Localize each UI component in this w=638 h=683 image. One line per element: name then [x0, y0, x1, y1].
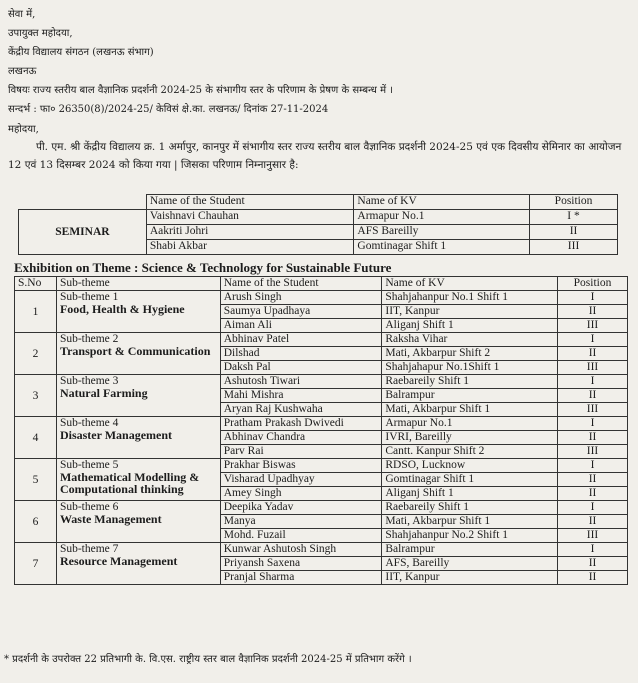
- subtheme-label: Sub-theme 6: [59, 501, 119, 513]
- exhibition-table: [14, 276, 628, 585]
- exhibition-cell: I: [558, 459, 628, 473]
- exhibition-cell: AFS, Bareilly: [382, 557, 558, 571]
- exhibition-cell: Pratham Prakash Dwivedi: [220, 417, 382, 431]
- seminar-row: [19, 210, 618, 225]
- subtheme-number: 3: [15, 375, 57, 417]
- subtheme-name: Mathematical Modelling & Computational thinking: [59, 470, 200, 496]
- exhibition-cell: RDSO, Lucknow: [382, 459, 558, 473]
- seminar-header-cell: Name of the Student: [146, 195, 354, 210]
- seminar-cell: Vaishnavi Chauhan: [146, 210, 354, 225]
- exhibition-cell: Shahjahanpur No.2 Shift 1: [382, 529, 558, 543]
- subtheme-name: Waste Management: [59, 512, 162, 526]
- letter-org: केंद्रीय विद्यालय संगठन (लखनऊ संभाग): [8, 47, 154, 58]
- exhibition-cell: Raksha Vihar: [382, 333, 558, 347]
- exhibition-header-cell: Name of KV: [382, 277, 558, 291]
- exhibition-header-cell: Name of the Student: [220, 277, 382, 291]
- exhibition-cell: Aliganj Shift 1: [382, 319, 558, 333]
- seminar-table: [18, 194, 618, 255]
- exhibition-header-row: [15, 277, 628, 291]
- exhibition-cell: I: [558, 333, 628, 347]
- exhibition-cell: Cantt. Kanpur Shift 2: [382, 445, 558, 459]
- seminar-cell: AFS Bareilly: [354, 225, 530, 240]
- exhibition-cell: I: [558, 417, 628, 431]
- seminar-label: SEMINAR: [19, 210, 147, 255]
- exhibition-cell: IIT, Kanpur: [382, 571, 558, 585]
- exhibition-cell: Mati, Akbarpur Shift 2: [382, 347, 558, 361]
- exhibition-cell: Prakhar Biswas: [220, 459, 382, 473]
- subtheme-label: Sub-theme 4: [59, 417, 119, 429]
- subtheme-cell: [56, 417, 220, 459]
- seminar-cell: II: [530, 225, 618, 240]
- exhibition-row: [15, 459, 628, 473]
- exhibition-cell: II: [558, 347, 628, 361]
- subtheme-label: Sub-theme 7: [59, 543, 119, 555]
- subtheme-label: Sub-theme 3: [59, 375, 119, 387]
- subtheme-cell: [56, 375, 220, 417]
- exhibition-cell: II: [558, 557, 628, 571]
- exhibition-cell: Ashutosh Tiwari: [220, 375, 382, 389]
- exhibition-cell: Manya: [220, 515, 382, 529]
- exhibition-cell: Mati, Akbarpur Shift 1: [382, 403, 558, 417]
- seminar-header-cell: Name of KV: [354, 195, 530, 210]
- subtheme-number: 1: [15, 291, 57, 333]
- exhibition-cell: II: [558, 389, 628, 403]
- exhibition-cell: Mohd. Fuzail: [220, 529, 382, 543]
- seminar-cell: Shabi Akbar: [146, 240, 354, 255]
- footnote: * प्रदर्शनी के उपरोक्त 22 प्रतिभागी के. वि.एस. राष्ट्रीय स्तर बाल वैज्ञानिक प्रदर्शनी 2024-25 में प्रतिभाग करेंगे ।: [4, 654, 412, 665]
- exhibition-cell: II: [558, 571, 628, 585]
- subtheme-name: Disaster Management: [59, 428, 173, 442]
- exhibition-cell: Kunwar Ashutosh Singh: [220, 543, 382, 557]
- seminar-cell: Aakriti Johri: [146, 225, 354, 240]
- exhibition-row: [15, 417, 628, 431]
- exhibition-cell: Balrampur: [382, 543, 558, 557]
- exhibition-cell: IVRI, Bareilly: [382, 431, 558, 445]
- exhibition-cell: Aryan Raj Kushwaha: [220, 403, 382, 417]
- exhibition-cell: I: [558, 291, 628, 305]
- subtheme-cell: [56, 459, 220, 501]
- subtheme-name: Natural Farming: [59, 386, 148, 400]
- exhibition-cell: II: [558, 473, 628, 487]
- letter-subject: विषयः राज्य स्तरीय बाल वैज्ञानिक प्रदर्शनी 2024-25 के संभागीय स्तर के परिणाम के प्रेषण के सम्बन्ध में ।: [8, 85, 394, 96]
- letter-salutation: महोदया,: [8, 124, 39, 135]
- exhibition-cell: I: [558, 543, 628, 557]
- subtheme-number: 5: [15, 459, 57, 501]
- exhibition-row: [15, 375, 628, 389]
- seminar-cell: III: [530, 240, 618, 255]
- exhibition-cell: Shahjahapur No.1Shift 1: [382, 361, 558, 375]
- subtheme-name: Resource Management: [59, 554, 178, 568]
- exhibition-cell: Dilshad: [220, 347, 382, 361]
- exhibition-cell: Raebareily Shift 1: [382, 501, 558, 515]
- subtheme-number: 2: [15, 333, 57, 375]
- exhibition-row: [15, 501, 628, 515]
- letter-addressee: उपायुक्त महोदया,: [8, 28, 73, 39]
- subtheme-cell: [56, 501, 220, 543]
- exhibition-cell: Abhinav Patel: [220, 333, 382, 347]
- exhibition-row: [15, 333, 628, 347]
- exhibition-cell: II: [558, 431, 628, 445]
- exhibition-cell: Armapur No.1: [382, 417, 558, 431]
- subtheme-number: 6: [15, 501, 57, 543]
- exhibition-cell: Abhinav Chandra: [220, 431, 382, 445]
- subtheme-cell: [56, 543, 220, 585]
- letter-to: सेवा में,: [8, 9, 36, 20]
- exhibition-header-cell: S.No: [15, 277, 57, 291]
- subtheme-name: Food, Health & Hygiene: [59, 302, 185, 316]
- exhibition-cell: Mati, Akbarpur Shift 1: [382, 515, 558, 529]
- subtheme-number: 7: [15, 543, 57, 585]
- exhibition-cell: II: [558, 487, 628, 501]
- exhibition-cell: II: [558, 515, 628, 529]
- exhibition-cell: Deepika Yadav: [220, 501, 382, 515]
- subtheme-cell: [56, 333, 220, 375]
- exhibition-cell: Priyansh Saxena: [220, 557, 382, 571]
- seminar-cell: Armapur No.1: [354, 210, 530, 225]
- exhibition-cell: Parv Rai: [220, 445, 382, 459]
- exhibition-cell: Pranjal Sharma: [220, 571, 382, 585]
- exhibition-cell: Raebareily Shift 1: [382, 375, 558, 389]
- subtheme-number: 4: [15, 417, 57, 459]
- seminar-header-row: [19, 195, 618, 210]
- seminar-cell: I *: [530, 210, 618, 225]
- exhibition-cell: III: [558, 403, 628, 417]
- exhibition-cell: IIT, Kanpur: [382, 305, 558, 319]
- exhibition-cell: Arush Singh: [220, 291, 382, 305]
- exhibition-cell: Saumya Upadhaya: [220, 305, 382, 319]
- exhibition-cell: III: [558, 529, 628, 543]
- seminar-cell: Gomtinagar Shift 1: [354, 240, 530, 255]
- exhibition-cell: Visharad Upadhyay: [220, 473, 382, 487]
- exhibition-cell: Aliganj Shift 1: [382, 487, 558, 501]
- exhibition-row: [15, 543, 628, 557]
- exhibition-cell: Amey Singh: [220, 487, 382, 501]
- subtheme-name: Transport & Communication: [59, 344, 211, 358]
- exhibition-cell: Shahjahanpur No.1 Shift 1: [382, 291, 558, 305]
- exhibition-header-cell: Position: [558, 277, 628, 291]
- exhibition-cell: III: [558, 445, 628, 459]
- exhibition-cell: III: [558, 319, 628, 333]
- exhibition-cell: Balrampur: [382, 389, 558, 403]
- exhibition-cell: III: [558, 361, 628, 375]
- exhibition-cell: Daksh Pal: [220, 361, 382, 375]
- exhibition-header-cell: Sub-theme: [56, 277, 220, 291]
- exhibition-cell: II: [558, 305, 628, 319]
- subtheme-label: Sub-theme 5: [59, 459, 119, 471]
- subtheme-label: Sub-theme 2: [59, 333, 119, 345]
- exhibition-cell: I: [558, 375, 628, 389]
- exhibition-cell: Aiman Ali: [220, 319, 382, 333]
- exhibition-title: Exhibition on Theme : Science & Technology for Sustainable Future: [14, 260, 392, 275]
- subtheme-label: Sub-theme 1: [59, 291, 119, 303]
- letter-reference: सन्दर्भ : फा० 26350(8)/2024-25/ केविसं क्षे.का. लखनऊ/ दिनांक 27-11-2024: [8, 104, 329, 115]
- letter-city: लखनऊ: [8, 66, 37, 77]
- subtheme-cell: [56, 291, 220, 333]
- letter-body: पी. एम. श्री केंद्रीय विद्यालय क्र. 1 अर्मापुर, कानपुर में संभागीय स्तर राज्य स्तरीय बाल वैज्ञानिक प्रदर्शनी 2024-25 एवं एक दिवसीय सेमिनार का आयोजन 12 एवं 13 दिसम्बर 2024 को किया गया | जिसका परिणाम निम्नानुसार है:: [8, 141, 622, 171]
- exhibition-cell: I: [558, 501, 628, 515]
- seminar-header-cell: Position: [530, 195, 618, 210]
- exhibition-cell: Mahi Mishra: [220, 389, 382, 403]
- exhibition-row: [15, 291, 628, 305]
- exhibition-cell: Gomtinagar Shift 1: [382, 473, 558, 487]
